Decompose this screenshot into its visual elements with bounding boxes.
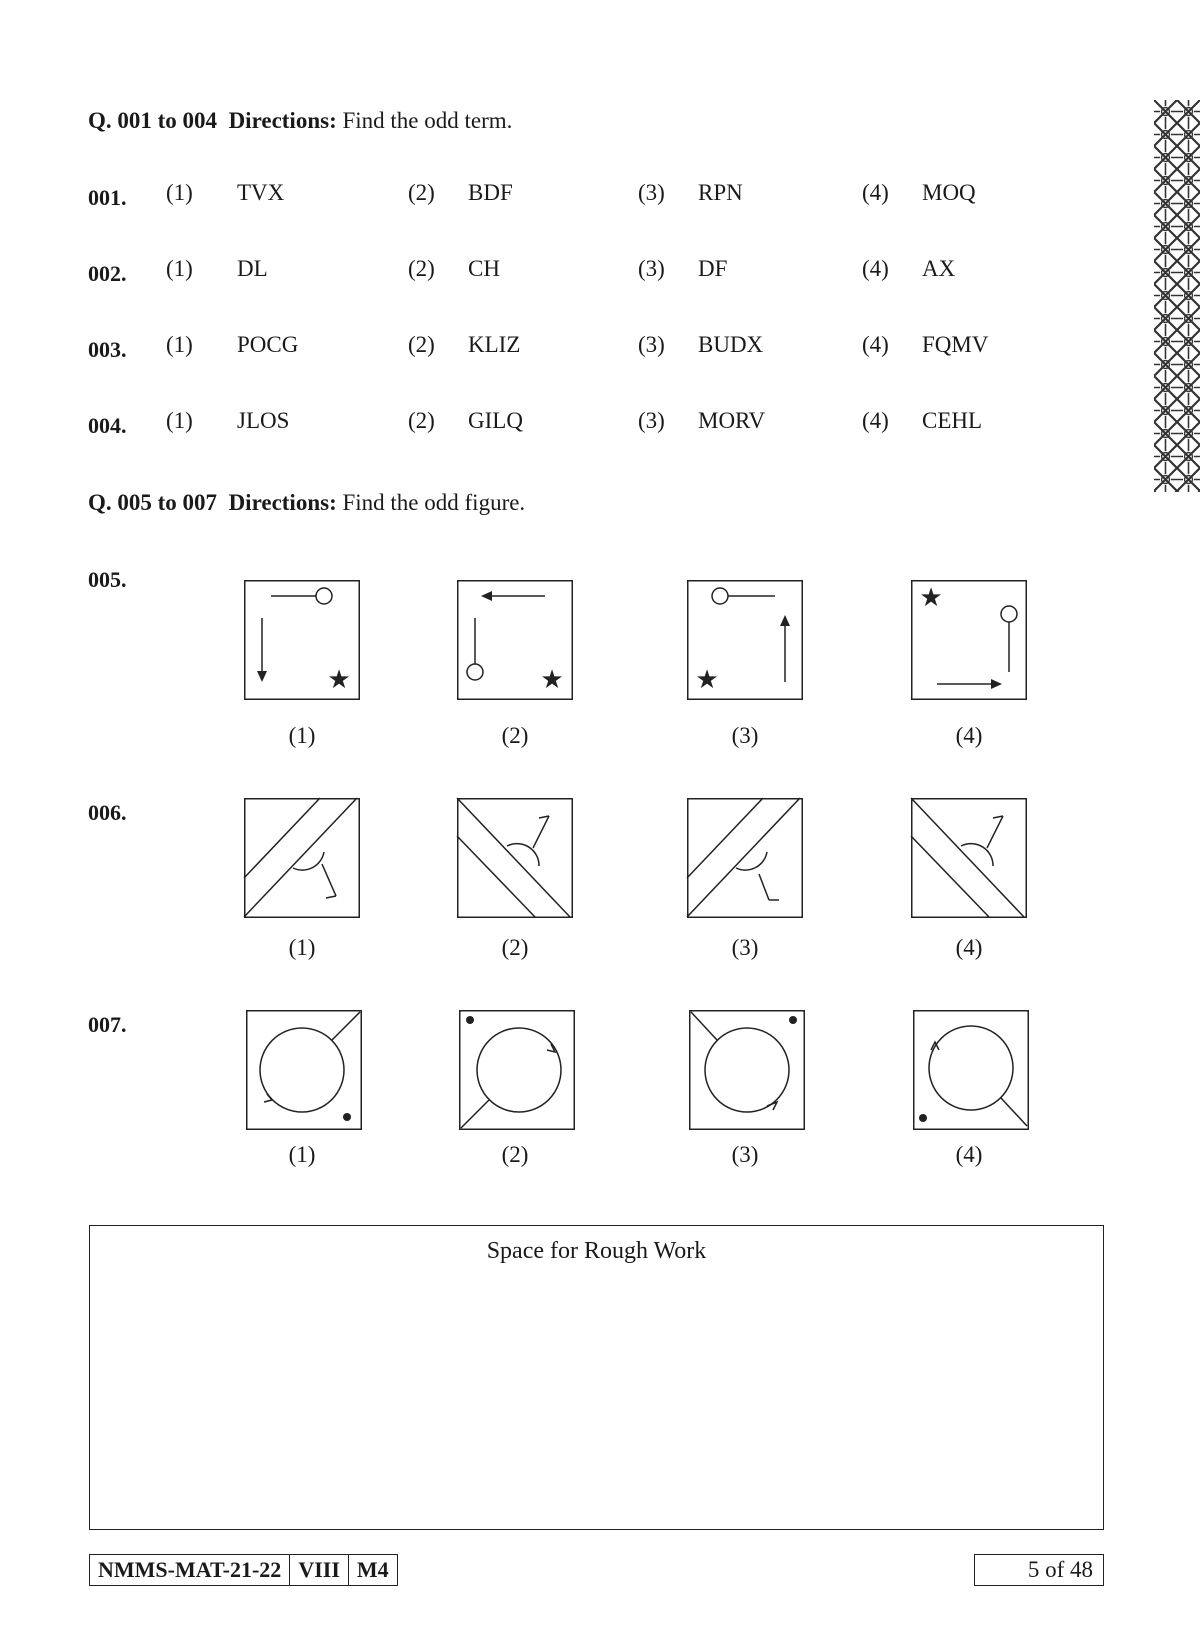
option-text[interactable]: DF [698, 256, 728, 281]
section2-directions-text: Find the odd figure. [336, 490, 526, 515]
figure-label: (1) [288, 935, 316, 960]
rough-work-box[interactable] [89, 1225, 1104, 1530]
option-number: (2) [408, 256, 435, 281]
figure-label: (2) [501, 723, 529, 748]
option-number: (2) [408, 332, 435, 357]
rough-work-title: Space for Rough Work [486, 1238, 707, 1264]
option-text[interactable]: RPN [698, 180, 743, 205]
q005-figure-2[interactable] [457, 580, 573, 700]
option-number: (1) [166, 180, 193, 205]
figure-label: (1) [288, 1142, 316, 1167]
question-number-002: 002. [88, 261, 127, 286]
figure-label: (1) [288, 723, 316, 748]
figure-label: (3) [731, 723, 759, 748]
section1-directions [88, 108, 512, 134]
paper-code: NMMS-MAT-21-22 [90, 1555, 290, 1585]
q007-figure-3[interactable] [689, 1010, 805, 1130]
q007-figure-1[interactable] [246, 1010, 362, 1130]
figure-label: (3) [731, 1142, 759, 1167]
option-text[interactable]: JLOS [237, 408, 290, 433]
question-number-001: 001. [88, 185, 127, 210]
option-number: (1) [166, 256, 193, 281]
option-text[interactable]: MORV [698, 408, 766, 433]
option-number: (2) [408, 180, 435, 205]
option-number: (4) [862, 332, 889, 357]
option-number: (1) [166, 332, 193, 357]
option-text[interactable]: KLIZ [468, 332, 521, 357]
question-number-006: 006. [88, 800, 127, 825]
q006-figure-2[interactable] [457, 798, 573, 918]
svg-text:★: ★ [919, 583, 943, 613]
option-number: (3) [638, 332, 665, 357]
q006-figure-3[interactable] [687, 798, 803, 918]
set-code: M4 [356, 1557, 389, 1582]
q006-figure-1[interactable] [244, 798, 360, 918]
option-number: (4) [862, 408, 889, 433]
option-text[interactable]: MOQ [922, 180, 976, 205]
paper-code-box [89, 1554, 398, 1586]
option-text[interactable]: BUDX [698, 332, 764, 357]
figure-label: (2) [501, 1142, 529, 1167]
option-number: (3) [638, 408, 665, 433]
q006-figure-4[interactable] [911, 798, 1027, 918]
option-number: (3) [638, 180, 665, 205]
option-text[interactable]: BDF [468, 180, 513, 205]
option-number: (4) [862, 180, 889, 205]
svg-text:★: ★ [540, 665, 564, 695]
section2-directions-label: Directions: [228, 490, 337, 515]
question-number-007: 007. [88, 1012, 127, 1037]
svg-text:★: ★ [695, 665, 719, 695]
q005-figure-4[interactable] [911, 580, 1027, 700]
q007-figure-4[interactable] [913, 1010, 1029, 1130]
q007-figure-2[interactable] [459, 1010, 575, 1130]
figure-label: (4) [955, 935, 983, 960]
q005-figure-1[interactable] [244, 580, 360, 700]
option-text[interactable]: POCG [237, 332, 299, 357]
question-number-003: 003. [88, 337, 127, 362]
option-text[interactable]: DL [237, 256, 268, 281]
option-text[interactable]: FQMV [922, 332, 989, 357]
option-text[interactable]: CEHL [922, 408, 983, 433]
section1-directions-label: Directions: [228, 108, 337, 133]
section2-directions [88, 490, 525, 516]
figure-label: (4) [955, 723, 983, 748]
option-text[interactable]: AX [922, 256, 956, 281]
option-number: (4) [862, 256, 889, 281]
q005-figure-3[interactable] [687, 580, 803, 700]
section1-directions-text: Find the odd term. [336, 108, 513, 133]
figure-label: (4) [955, 1142, 983, 1167]
class-code: VIII [290, 1555, 349, 1585]
svg-text:★: ★ [327, 665, 351, 695]
option-text[interactable]: GILQ [468, 408, 523, 433]
option-text[interactable]: CH [468, 256, 500, 281]
page-number: 5 of 48 [974, 1554, 1104, 1586]
question-number-004: 004. [88, 413, 127, 438]
option-number: (3) [638, 256, 665, 281]
section2-range: Q. 005 to 007 [88, 490, 218, 515]
figure-label: (3) [731, 935, 759, 960]
option-number: (2) [408, 408, 435, 433]
figure-label: (2) [501, 935, 529, 960]
decorative-side-pattern [1154, 100, 1200, 492]
section1-range: Q. 001 to 004 [88, 108, 218, 133]
question-number-005: 005. [88, 567, 127, 592]
option-number: (1) [166, 408, 193, 433]
option-text[interactable]: TVX [237, 180, 285, 205]
